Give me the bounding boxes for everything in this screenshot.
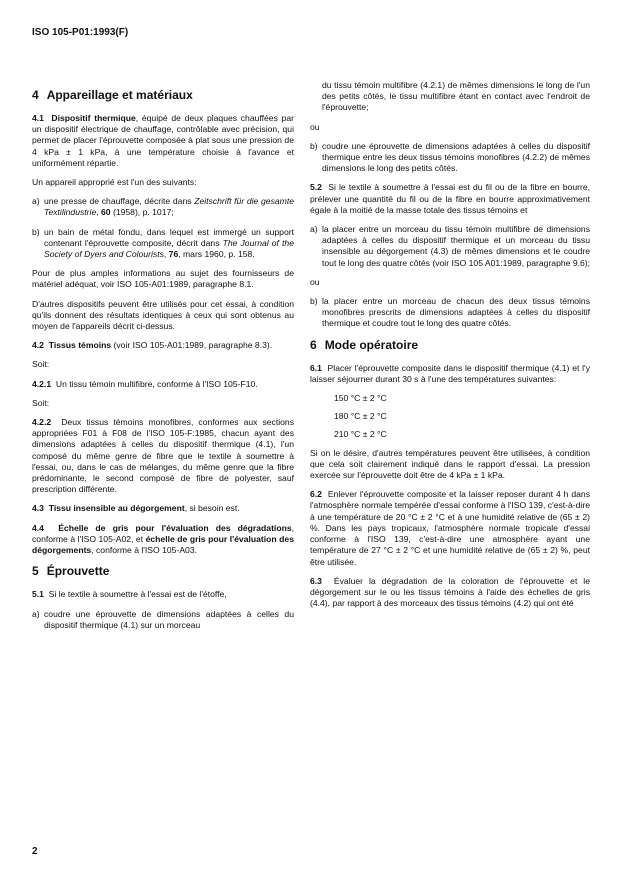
para-ou-1: ou bbox=[310, 121, 320, 132]
para-soit-1: Soit: bbox=[32, 359, 50, 370]
page-number: 2 bbox=[32, 846, 38, 857]
para-4-2-2: 4.2.2 Deux tissus témoins monofibres, conformes aux sections appropriées F01 à F08 de l'ISO 105-F:1985, chacun ayant des dimensions adaptées à celles du dispositif thermique (4.1), l'un composé du même genre de fibre que le textile à soumettre à l'essai, ou, dans le cas de mélanges, du même genre que la fibre prédominante, le second composé de fibre de polyester, sauf prescription différente. bbox=[32, 417, 294, 495]
para-suppliers: Pour de plus amples informations au sujet des fournisseurs de matériel adéquat, voir ISO 105-A01:1989, paragraphe 8.1. bbox=[32, 268, 294, 290]
para-ou-2: ou bbox=[310, 276, 320, 287]
section-6-heading: 6 Mode opératoire bbox=[310, 337, 419, 352]
temperature-item: 150 °C ± 2 °C bbox=[334, 393, 387, 404]
para-4-1-apparatus: Un appareil approprié est l'un des suivants: bbox=[32, 177, 197, 188]
section-5-heading: 5 Éprouvette bbox=[32, 564, 110, 579]
temperature-item: 210 °C ± 2 °C bbox=[334, 429, 387, 440]
para-4-4: 4.4 Échelle de gris pour l'évaluation des dégradations, conforme à l'ISO 105-A02, et échelle de gris pour l'évaluation des dégorgements, conforme à l'ISO 105-A03. bbox=[32, 522, 294, 556]
list-item-b: b) un bain de métal fondu, dans lequel est immergé un support contenant l'éprouvette composite, décrit dans The Journal of the Society of Dyers and Colourists, 76, mars 1960, p. 158. bbox=[32, 226, 294, 260]
section-4-heading: 4 Appareillage et matériaux bbox=[32, 88, 193, 102]
para-soit-2: Soit: bbox=[32, 397, 50, 408]
para-4-3: 4.3 Tissu insensible au dégorgement, si besoin est. bbox=[32, 503, 240, 514]
para-6-1: 6.1 Placer l'éprouvette composite dans le dispositif thermique (4.1) et l'y laisser séjourner durant 30 s à l'une des températures suivantes: bbox=[310, 362, 590, 384]
para-4-2: 4.2 Tissus témoins (voir ISO 105-A01:1989, paragraphe 8.3). bbox=[32, 340, 273, 351]
para-5-1: 5.1 Si le textile à soumettre à l'essai est de l'étoffe, bbox=[32, 589, 227, 600]
left-column bbox=[32, 88, 294, 639]
list-item-5-1-b: b) coudre une éprouvette de dimensions adaptées à celles du dispositif thermique entre les deux tissus témoins monofibres (4.2.2) de mêmes dimensions le long des petits côtés. bbox=[310, 140, 590, 174]
list-item-5-2-a: a) la placer entre un morceau du tissu témoin multifibre de dimensions adaptées à celles du dispositif thermique et un morceau du tissu insensible au dégorgement (4.3) de mêmes dimensions et le coudre tout le long des quatre côtés (voir ISO 105 A01:1989, paragraphe 9.6); bbox=[310, 224, 591, 268]
para-5-2: 5.2 Si le textile à soumettre à l'essai est du fil ou de la fibre en bourre, prélever une quantité du fil ou de la fibre en bourre approximativement égale à la moitié de la masse totale des tissus témoins et bbox=[310, 182, 590, 215]
para-6-3: 6.3 Évaluer la dégradation de la coloration de l'éprouvette et le dégorgement sur le ou les tissus témoins à l'aide des échelles de gris (4.4), par rapport à des morceaux des tissus témoins (4.2) qui ont été bbox=[310, 575, 590, 609]
list-item-5-1-a: a) coudre une éprouvette de dimensions adaptées à celles du dispositif thermique (4.1) sur un morceau bbox=[32, 608, 294, 630]
para-6-2: 6.2 Enlever l'éprouvette composite et la laisser reposer durant 4 h dans l'atmosphère normale tempérée d'essai conforme à l'ISO 139, c'est-à-dire à une température de 20 °C ± 2 °C et à une humidité relative de (65 ± 2) %. Dans les pays tropicaux, l'atmosphère normale tropicale d'essai conforme à l'ISO 139, c'est-à-dire une atmosphère ayant une température de 27 °C ± 2 °C et une humidité relative de (65 ± 2) %, peut être utilisée. bbox=[310, 489, 591, 567]
para-4-2-1: 4.2.1 Un tissu témoin multifibre, conforme à l'ISO 105-F10. bbox=[32, 378, 258, 389]
list-item-a: a) une presse de chauffage, décrite dans Zeitschrift für die gesamte Textilindustrie, 60 (1958), p. 1017; bbox=[32, 196, 294, 218]
temperature-item: 180 °C ± 2 °C bbox=[334, 411, 387, 422]
document-header: ISO 105-P01:1993(F) bbox=[32, 27, 129, 38]
right-column bbox=[310, 80, 590, 617]
list-item-5-2-b: b) la placer entre un morceau de chacun des deux tissus témoins monofibres prescrits de dimensions adaptées à celles du dispositif thermique et coudre tout le long des quatre côtés. bbox=[310, 296, 590, 329]
temperature-list bbox=[334, 393, 590, 441]
para-4-1: 4.1 Dispositif thermique, équipé de deux plaques chauffées par un dispositif électrique de chauffage, contrôlable avec précision, qui permet de placer l'éprouvette composée à plat sous une pression de 4 kPa ± 1 kPa, à une température choisie à l'avance et uniformément répartie. bbox=[32, 113, 294, 168]
para-5-1-a-continued: du tissu témoin multifibre (4.2.1) de mêmes dimensions le long de l'un des petits côtés, le tissu multifibre étant en contact avec l'endroit de l'éprouvette; bbox=[322, 80, 590, 113]
para-6-1-pressure: Si on le désire, d'autres températures peuvent être utilisées, à condition que cela soit clairement indiqué dans le rapport d'essai. La pression exercée sur l'éprouvette doit être de 4 kPa ± 1 kPa. bbox=[310, 447, 590, 481]
para-other-devices: D'autres dispositifs peuvent être utilisés pour cet essai, à condition qu'ils donnent des résultats identiques à ceux qui sont obtenus au moyen de l'appareils décrit ci-dessus. bbox=[32, 298, 294, 332]
